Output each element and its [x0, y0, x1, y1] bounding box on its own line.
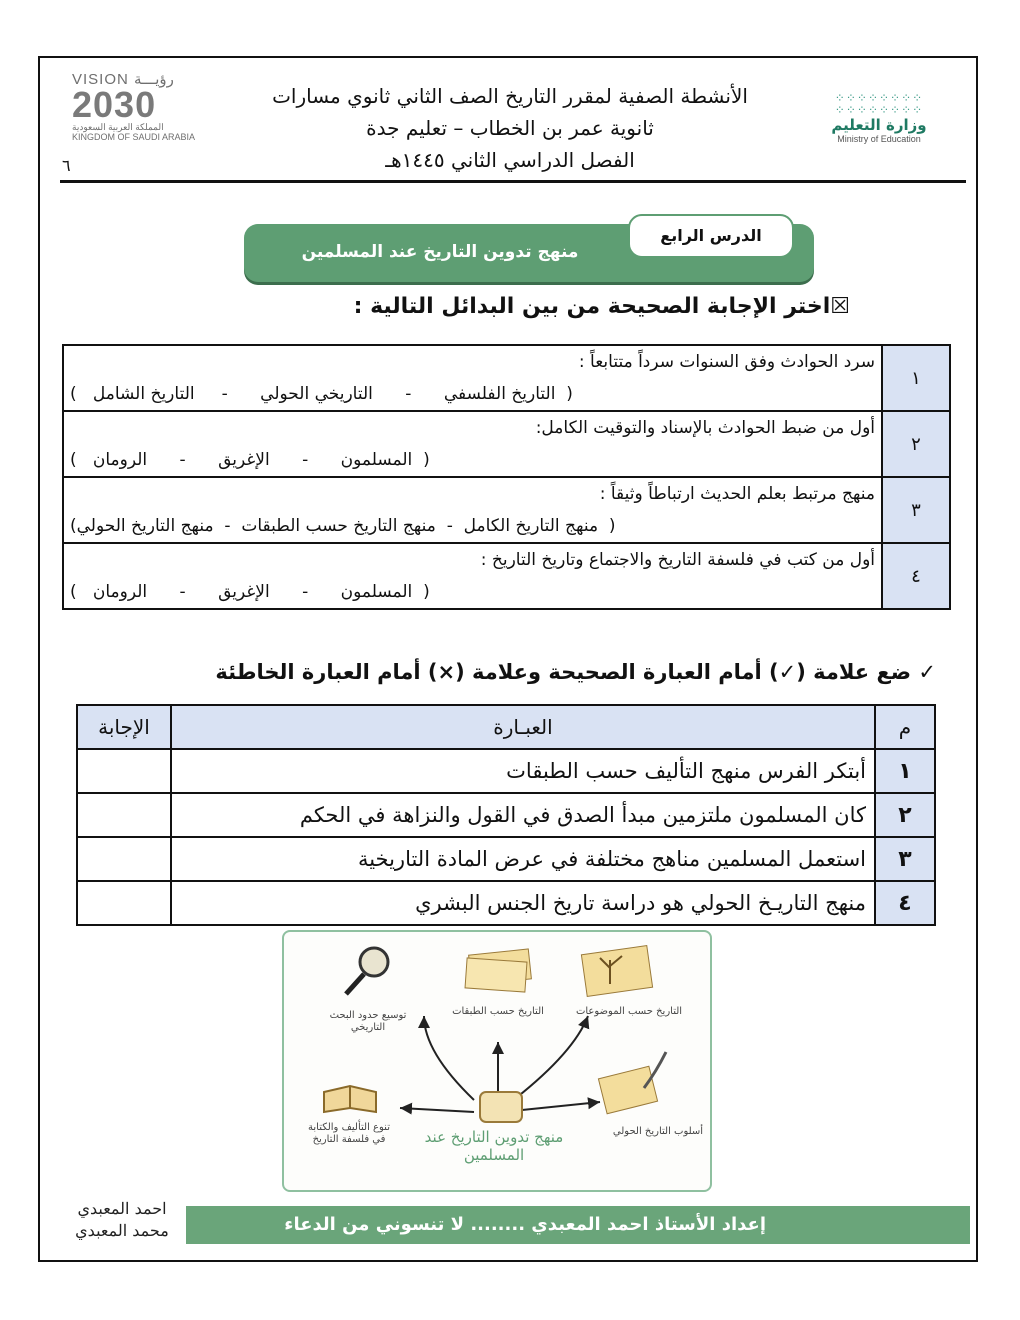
row-statement: منهج التاريـخ الحولي هو دراسة تاريخ الجنس البشري	[171, 881, 875, 925]
row-number: ٣	[875, 837, 935, 881]
ministry-en: Ministry of Education	[837, 134, 921, 144]
book-icon	[324, 1086, 376, 1112]
signature-line1: احمد المعبدي	[77, 1199, 167, 1218]
question-number: ٢	[882, 411, 950, 477]
vision-ar: المملكة العربية السعودية	[72, 122, 164, 132]
concept-diagram	[282, 930, 712, 1192]
row-number: ١	[875, 749, 935, 793]
row-statement: أبتكر الفرس منهج التأليف حسب الطبقات	[171, 749, 875, 793]
lesson-tab: الدرس الرابع	[628, 214, 794, 258]
ministry-ar: وزارة التعليم	[831, 116, 927, 134]
scroll-icon	[480, 1092, 522, 1122]
quill-paper-icon	[598, 1052, 666, 1114]
tree-scroll-icon	[581, 946, 652, 997]
ministry-dots-icon: ⁘⁘⁘⁘⁘⁘⁘⁘ ⁘⁘⁘⁘⁘⁘⁘⁘	[834, 91, 924, 117]
header-line1: الأنشطة الصفية لمقرر التاريخ الصف الثاني ثانوي مسارات	[272, 84, 748, 108]
table-row	[63, 477, 950, 543]
question-text: منهج مرتبط بعلم الحديث ارتباطاً وثيقاً :	[599, 484, 875, 504]
table-row	[63, 345, 950, 411]
arrow-expand	[424, 1016, 474, 1100]
question-number: ٣	[882, 477, 950, 543]
col-num-header: م	[875, 705, 935, 749]
question-text: سرد الحوادث وفق السنوات سرداً متتابعاً :	[578, 352, 875, 372]
header-line2: ثانوية عمر بن الخطاب – تعليم جدة	[366, 116, 654, 140]
mcq-instruction: ☒اختر الإجابة الصحيحة من بين البدائل التالية :	[353, 294, 850, 319]
question-cell	[63, 477, 882, 543]
node-classes-label: التاريخ حسب الطبقات	[452, 1006, 544, 1017]
header-block	[200, 80, 820, 176]
vision-year: 2030	[72, 84, 157, 125]
row-statement: كان المسلمون ملتزمين مبدأ الصدق في القول والنزاهة في الحكم	[171, 793, 875, 837]
signature-line2: محمد المعبدي	[75, 1221, 169, 1240]
question-text: أول من كتب في فلسفة التاريخ والاجتماع وتاريخ التاريخ :	[480, 550, 875, 570]
col-answer-header: الإجابة	[77, 705, 171, 749]
question-cell	[63, 411, 882, 477]
row-statement: استعمل المسلمين مناهج مختلفة في عرض المادة التاريخية	[171, 837, 875, 881]
arrow-annual	[522, 1102, 600, 1110]
question-options[interactable]: ( منهج التاريخ الكامل - منهج التاريخ حسب الطبقات - منهج التاريخ الحولي)	[70, 516, 616, 536]
table-row	[77, 749, 935, 793]
mcq-table	[62, 344, 951, 610]
header-divider	[60, 180, 966, 183]
question-cell	[63, 345, 882, 411]
tf-instruction: ✓ ضع علامة (✓) أمام العبارة الصحيحة وعلامة (×) أمام العبارة الخاطئة	[215, 660, 936, 684]
question-cell	[63, 543, 882, 609]
node-topics-label: التاريخ حسب الموضوعات	[575, 1006, 683, 1017]
answer-cell[interactable]	[77, 749, 171, 793]
row-number: ٢	[875, 793, 935, 837]
table-row	[63, 543, 950, 609]
ministry-logo	[820, 92, 938, 152]
tf-table	[76, 704, 936, 926]
diagram-center-label: منهج تدوين التاريخ عند المسلمين	[424, 1128, 564, 1164]
question-options[interactable]: ( المسلمون - الإغريق - الرومان )	[70, 582, 430, 602]
question-number: ١	[882, 345, 950, 411]
header-line3: الفصل الدراسي الثاني ١٤٤٥هـ	[385, 148, 635, 172]
question-options[interactable]: ( المسلمون - الإغريق - الرومان )	[70, 450, 430, 470]
lesson-title: منهج تدوين التاريخ عند المسلمين	[301, 242, 579, 262]
col-statement-header: العبـارة	[171, 705, 875, 749]
magnifier-icon	[346, 948, 388, 994]
table-row	[77, 837, 935, 881]
signature	[60, 1198, 184, 1248]
papers-icon	[465, 949, 531, 992]
table-row	[77, 793, 935, 837]
row-number: ٤	[875, 881, 935, 925]
question-options[interactable]: ( التاريخ الفلسفي - التاريخي الحولي - التاريخ الشامل )	[70, 384, 573, 404]
answer-cell[interactable]	[77, 793, 171, 837]
node-expand-label: توسيع حدود البحث التاريخي	[329, 1010, 407, 1033]
page-number: ٦	[62, 156, 71, 175]
footer-text: إعداد الأستاذ احمد المعبدي ........ لا تنسوني من الدعاء	[284, 1214, 766, 1235]
table-row	[63, 411, 950, 477]
table-row	[77, 881, 935, 925]
answer-cell[interactable]	[77, 837, 171, 881]
vision-en: KINGDOM OF SAUDI ARABIA	[72, 132, 196, 142]
arrow-topics	[516, 1016, 588, 1098]
node-annual-label: أسلوب التاريخ الحولي	[612, 1126, 704, 1137]
node-philosophy-label: تنوع التأليف والكتابة في فلسفة التاريخ	[308, 1122, 390, 1145]
question-text: أول من ضبط الحوادث بالإسناد والتوقيت الكامل:	[535, 418, 875, 438]
question-number: ٤	[882, 543, 950, 609]
arrow-philosophy	[400, 1108, 474, 1112]
answer-cell[interactable]	[77, 881, 171, 925]
vision-top: VISION رؤيـــة	[72, 71, 174, 88]
table-header-row	[77, 705, 935, 749]
vision-2030-logo	[72, 70, 204, 160]
